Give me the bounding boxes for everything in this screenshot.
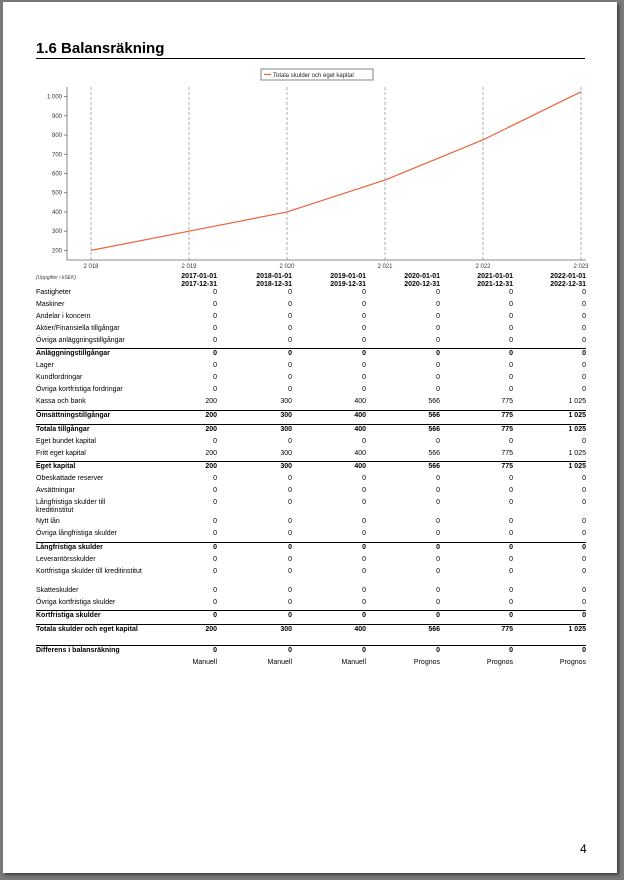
row-label: Leverantörsskulder: [36, 555, 96, 563]
row-value: 0: [513, 349, 586, 362]
row-value: 0: [582, 499, 586, 507]
row-value: 775: [501, 398, 513, 406]
row-value: 0: [362, 567, 366, 575]
row-value: 0: [213, 300, 217, 308]
row-value: 0: [582, 362, 586, 370]
period-from: 2017-01-01: [181, 273, 217, 280]
row-value: 0: [362, 374, 366, 382]
status-badge: Prognos: [486, 659, 513, 667]
x-tick-label: 2 023: [573, 264, 589, 270]
row-value: 0: [292, 646, 366, 659]
row-value: 0: [436, 324, 440, 332]
row-label: Omsättningstillgångar: [36, 410, 142, 424]
row-label: Övriga anläggningstillgångar: [36, 336, 125, 344]
row-value: 300: [217, 625, 292, 646]
row-value: 0: [582, 518, 586, 526]
row-label: Andelar i koncern: [36, 312, 91, 320]
x-tick-label: 2 019: [181, 264, 197, 270]
row-value: 566: [366, 424, 440, 437]
row-value: 0: [288, 499, 292, 507]
table-row: [36, 337, 586, 349]
row-label: Övriga långfristiga skulder: [36, 530, 117, 538]
row-value: 0: [362, 437, 366, 445]
row-value: 775: [440, 625, 513, 646]
row-value: 0: [509, 289, 513, 296]
row-value: 0: [288, 598, 292, 606]
row-label: Aktier/Finansiella tillgångar: [36, 324, 120, 332]
series-line: [91, 92, 581, 251]
row-label: Avsättningar: [36, 487, 75, 495]
row-value: 0: [509, 555, 513, 563]
table-row: [36, 568, 586, 587]
row-value: 1 025: [513, 410, 586, 424]
row-value: 0: [362, 312, 366, 320]
row-value: 566: [366, 625, 440, 646]
row-value: 0: [213, 567, 217, 575]
row-value: 0: [513, 542, 586, 555]
row-value: 0: [288, 567, 292, 575]
status-row: [36, 659, 586, 670]
table-row: [36, 556, 586, 568]
row-value: 566: [366, 462, 440, 475]
row-value: 300: [217, 424, 292, 437]
row-value: 566: [428, 449, 440, 457]
row-value: 775: [440, 424, 513, 437]
row-value: 0: [509, 530, 513, 538]
y-tick-label: 800: [51, 133, 62, 140]
row-value: 0: [582, 289, 586, 296]
period-to: 2019-12-31: [330, 281, 366, 288]
row-value: 0: [509, 362, 513, 370]
row-value: 200: [142, 424, 217, 437]
x-tick-label: 2 018: [83, 264, 99, 270]
row-label: Övriga kortfristiga fordringar: [36, 386, 123, 394]
table-row: [36, 450, 586, 462]
period-to: 2022-12-31: [550, 281, 586, 288]
row-label: Maskiner: [36, 300, 65, 308]
row-label: Kortfristiga skulder till kreditinstitut: [36, 567, 142, 575]
row-label: Totala tillgångar: [36, 424, 142, 437]
row-value: 0: [362, 499, 366, 507]
row-value: 0: [213, 518, 217, 526]
row-value: 0: [436, 300, 440, 308]
row-value: 0: [582, 530, 586, 538]
table-row: [36, 349, 586, 362]
row-value: 0: [582, 598, 586, 606]
row-value: 0: [288, 289, 292, 296]
table-row: [36, 386, 586, 398]
period-from: 2020-01-01: [404, 273, 440, 280]
row-value: 775: [440, 410, 513, 424]
row-value: 0: [213, 362, 217, 370]
row-label: Skatteskulder: [36, 586, 79, 594]
row-value: 0: [513, 646, 586, 659]
unit-note: (Uppgifter i kSEK): [36, 275, 77, 281]
x-tick-label: 2 021: [377, 264, 393, 270]
status-badge: Prognos: [559, 659, 586, 667]
row-value: 300: [217, 462, 292, 475]
row-value: 0: [213, 586, 217, 594]
row-value: 0: [436, 362, 440, 370]
row-value: 0: [436, 386, 440, 394]
row-value: 0: [582, 567, 586, 575]
row-label: Långfristiga skulder till kreditinstitut: [36, 499, 106, 515]
row-value: 0: [582, 374, 586, 382]
period-from: 2019-01-01: [330, 273, 366, 280]
row-value: 566: [366, 410, 440, 424]
status-badge: Manuell: [267, 659, 292, 667]
row-label: Anläggningstillgångar: [36, 349, 142, 362]
row-value: 0: [362, 586, 366, 594]
row-value: 0: [436, 487, 440, 495]
row-value: 0: [213, 530, 217, 538]
row-label: Fritt eget kapital: [36, 449, 86, 457]
row-value: 0: [582, 336, 586, 344]
row-value: 0: [142, 349, 217, 362]
row-value: 0: [509, 324, 513, 332]
row-value: 0: [436, 598, 440, 606]
row-value: 0: [509, 300, 513, 308]
row-value: 400: [292, 410, 366, 424]
row-value: 0: [582, 300, 586, 308]
row-value: 0: [142, 542, 217, 555]
row-value: 0: [362, 386, 366, 394]
row-value: 0: [288, 518, 292, 526]
row-value: 0: [362, 598, 366, 606]
row-label: Kassa och bank: [36, 398, 86, 406]
row-value: 0: [436, 499, 440, 507]
row-value: 0: [142, 646, 217, 659]
row-value: 300: [217, 410, 292, 424]
period-header: [366, 273, 440, 289]
row-value: 0: [362, 300, 366, 308]
row-value: 0: [509, 567, 513, 575]
row-value: 400: [292, 462, 366, 475]
row-value: 0: [582, 475, 586, 483]
row-value: 400: [292, 424, 366, 437]
row-value: 0: [436, 374, 440, 382]
row-value: 1 025: [513, 462, 586, 475]
period-header: [217, 273, 292, 289]
row-value: 0: [436, 475, 440, 483]
row-label: Kundfordringar: [36, 374, 83, 382]
row-value: 0: [582, 312, 586, 320]
row-value: 1 025: [568, 449, 586, 457]
status-badge: Prognos: [413, 659, 440, 667]
table-row: [36, 646, 586, 659]
row-value: 0: [288, 336, 292, 344]
row-value: 0: [288, 475, 292, 483]
row-value: 0: [440, 349, 513, 362]
row-value: 400: [354, 449, 366, 457]
row-value: 0: [366, 646, 440, 659]
period-header: [142, 273, 217, 289]
period-to: 2021-12-31: [477, 281, 513, 288]
status-badge: Manuell: [341, 659, 366, 667]
row-value: 0: [436, 555, 440, 563]
row-value: 400: [354, 398, 366, 406]
row-value: 0: [217, 646, 292, 659]
row-value: 0: [288, 530, 292, 538]
row-value: 0: [509, 312, 513, 320]
row-value: 0: [509, 598, 513, 606]
row-label: Nytt lån: [36, 518, 60, 526]
period-header-row: [36, 273, 586, 289]
row-value: 0: [436, 289, 440, 296]
y-tick-label: 900: [51, 113, 62, 120]
row-value: 0: [509, 475, 513, 483]
row-value: 0: [362, 487, 366, 495]
row-value: 0: [436, 567, 440, 575]
row-value: 0: [288, 312, 292, 320]
row-value: 0: [440, 646, 513, 659]
row-value: 0: [213, 312, 217, 320]
row-value: 0: [142, 611, 217, 625]
row-value: 0: [213, 374, 217, 382]
x-tick-label: 2 020: [279, 264, 295, 270]
row-value: 0: [288, 586, 292, 594]
period-from: 2021-01-01: [477, 273, 513, 280]
table-row: [36, 462, 586, 475]
row-value: 0: [213, 289, 217, 296]
table-row: [36, 499, 586, 518]
period-to: 2020-12-31: [404, 281, 440, 288]
row-value: 0: [362, 289, 366, 296]
row-value: 0: [440, 542, 513, 555]
row-value: 0: [509, 437, 513, 445]
table-row: [36, 289, 586, 301]
row-value: 0: [217, 611, 292, 625]
row-value: 0: [362, 530, 366, 538]
title-divider: [36, 58, 585, 59]
y-tick-label: 1 000: [46, 94, 62, 101]
row-value: 0: [582, 386, 586, 394]
row-value: 0: [213, 487, 217, 495]
row-value: 0: [362, 336, 366, 344]
table-row: [36, 398, 586, 410]
row-value: 0: [509, 487, 513, 495]
table-row: [36, 611, 586, 625]
row-value: 0: [362, 518, 366, 526]
row-value: 0: [288, 386, 292, 394]
table-row: [36, 487, 586, 499]
row-value: 0: [213, 386, 217, 394]
row-value: 0: [436, 336, 440, 344]
balance-sheet-body: [36, 289, 586, 670]
row-value: 0: [582, 487, 586, 495]
row-value: 0: [436, 530, 440, 538]
table-row: [36, 599, 586, 611]
row-value: 0: [582, 437, 586, 445]
page-number: 4: [580, 842, 587, 856]
row-value: 0: [213, 336, 217, 344]
table-row: [36, 530, 586, 542]
period-from: 2018-01-01: [256, 273, 292, 280]
row-value: 0: [509, 374, 513, 382]
table-row: [36, 374, 586, 386]
row-value: 1 025: [513, 424, 586, 437]
row-value: 0: [436, 437, 440, 445]
row-value: 0: [362, 362, 366, 370]
table-row: [36, 587, 586, 599]
row-value: 0: [582, 555, 586, 563]
row-value: 300: [280, 449, 292, 457]
row-value: 400: [292, 625, 366, 646]
row-label: Övriga kortfristiga skulder: [36, 598, 116, 606]
row-value: 0: [217, 349, 292, 362]
row-value: 1 025: [513, 625, 586, 646]
row-label: Eget bundet kapital: [36, 437, 96, 445]
row-value: 0: [509, 586, 513, 594]
status-badge: Manuell: [192, 659, 217, 667]
row-value: 0: [288, 362, 292, 370]
row-value: 775: [501, 449, 513, 457]
row-value: 0: [509, 499, 513, 507]
row-value: 566: [428, 398, 440, 406]
balance-line-chart: [33, 65, 593, 273]
row-label: Kortfristiga skulder: [36, 611, 142, 625]
period-header: [292, 273, 366, 289]
row-value: 0: [213, 598, 217, 606]
row-value: 0: [288, 374, 292, 382]
row-label: Obeskattade reserver: [36, 475, 104, 483]
table-row: [36, 438, 586, 450]
row-value: 0: [509, 518, 513, 526]
table-row: [36, 301, 586, 313]
row-value: 775: [440, 462, 513, 475]
row-value: 0: [292, 542, 366, 555]
row-value: 0: [366, 611, 440, 625]
balance-sheet-table: [36, 273, 586, 670]
row-value: 0: [366, 349, 440, 362]
period-from: 2022-01-01: [550, 273, 586, 280]
y-tick-label: 200: [51, 248, 62, 255]
row-value: 0: [366, 542, 440, 555]
row-label: Lager: [36, 362, 54, 370]
row-value: 0: [288, 324, 292, 332]
period-to: 2018-12-31: [256, 281, 292, 288]
row-label: Långfristiga skulder: [36, 542, 142, 555]
row-value: 0: [509, 386, 513, 394]
row-value: 0: [213, 324, 217, 332]
row-label: Eget kapital: [36, 462, 142, 475]
legend-label: Totala skulder och eget kapital: [273, 72, 354, 79]
row-label: Fastigheter: [36, 289, 72, 296]
row-value: 0: [509, 336, 513, 344]
row-value: 0: [288, 300, 292, 308]
row-value: 200: [142, 462, 217, 475]
period-to: 2017-12-31: [181, 281, 217, 288]
row-value: 1 025: [568, 398, 586, 406]
period-header: [440, 273, 513, 289]
row-value: 0: [362, 324, 366, 332]
row-value: 0: [362, 555, 366, 563]
row-value: 0: [513, 611, 586, 625]
row-value: 0: [362, 475, 366, 483]
row-value: 0: [582, 586, 586, 594]
row-label: Differens i balansräkning: [36, 646, 142, 659]
row-value: 0: [582, 324, 586, 332]
row-value: 0: [440, 611, 513, 625]
row-value: 0: [213, 555, 217, 563]
table-row: [36, 325, 586, 337]
table-row: [36, 424, 586, 437]
y-tick-label: 600: [51, 171, 62, 178]
period-header: [513, 273, 586, 289]
row-value: 0: [213, 475, 217, 483]
table-row: [36, 542, 586, 555]
section-title: 1.6 Balansräkning: [36, 40, 165, 57]
row-value: 0: [292, 611, 366, 625]
row-value: 200: [205, 449, 217, 457]
table-row: [36, 475, 586, 487]
y-tick-label: 400: [51, 209, 62, 216]
y-tick-label: 300: [51, 229, 62, 236]
row-value: 0: [436, 518, 440, 526]
status-row-spacer: [36, 659, 142, 670]
y-tick-label: 500: [51, 190, 62, 197]
table-row: [36, 362, 586, 374]
row-value: 0: [288, 555, 292, 563]
row-value: 0: [213, 499, 217, 507]
table-row: [36, 410, 586, 424]
row-value: 300: [280, 398, 292, 406]
x-tick-label: 2 022: [475, 264, 491, 270]
row-value: 0: [436, 312, 440, 320]
row-value: 0: [213, 437, 217, 445]
table-row: [36, 625, 586, 646]
row-value: 200: [205, 398, 217, 406]
row-value: 0: [292, 349, 366, 362]
row-value: 0: [436, 586, 440, 594]
row-value: 200: [142, 410, 217, 424]
row-value: 0: [288, 437, 292, 445]
row-label: Totala skulder och eget kapital: [36, 625, 142, 646]
row-value: 200: [142, 625, 217, 646]
row-value: 0: [288, 487, 292, 495]
document-page: [3, 2, 617, 873]
row-value: 0: [217, 542, 292, 555]
table-row: [36, 518, 586, 530]
table-row: [36, 313, 586, 325]
y-tick-label: 700: [51, 152, 62, 159]
